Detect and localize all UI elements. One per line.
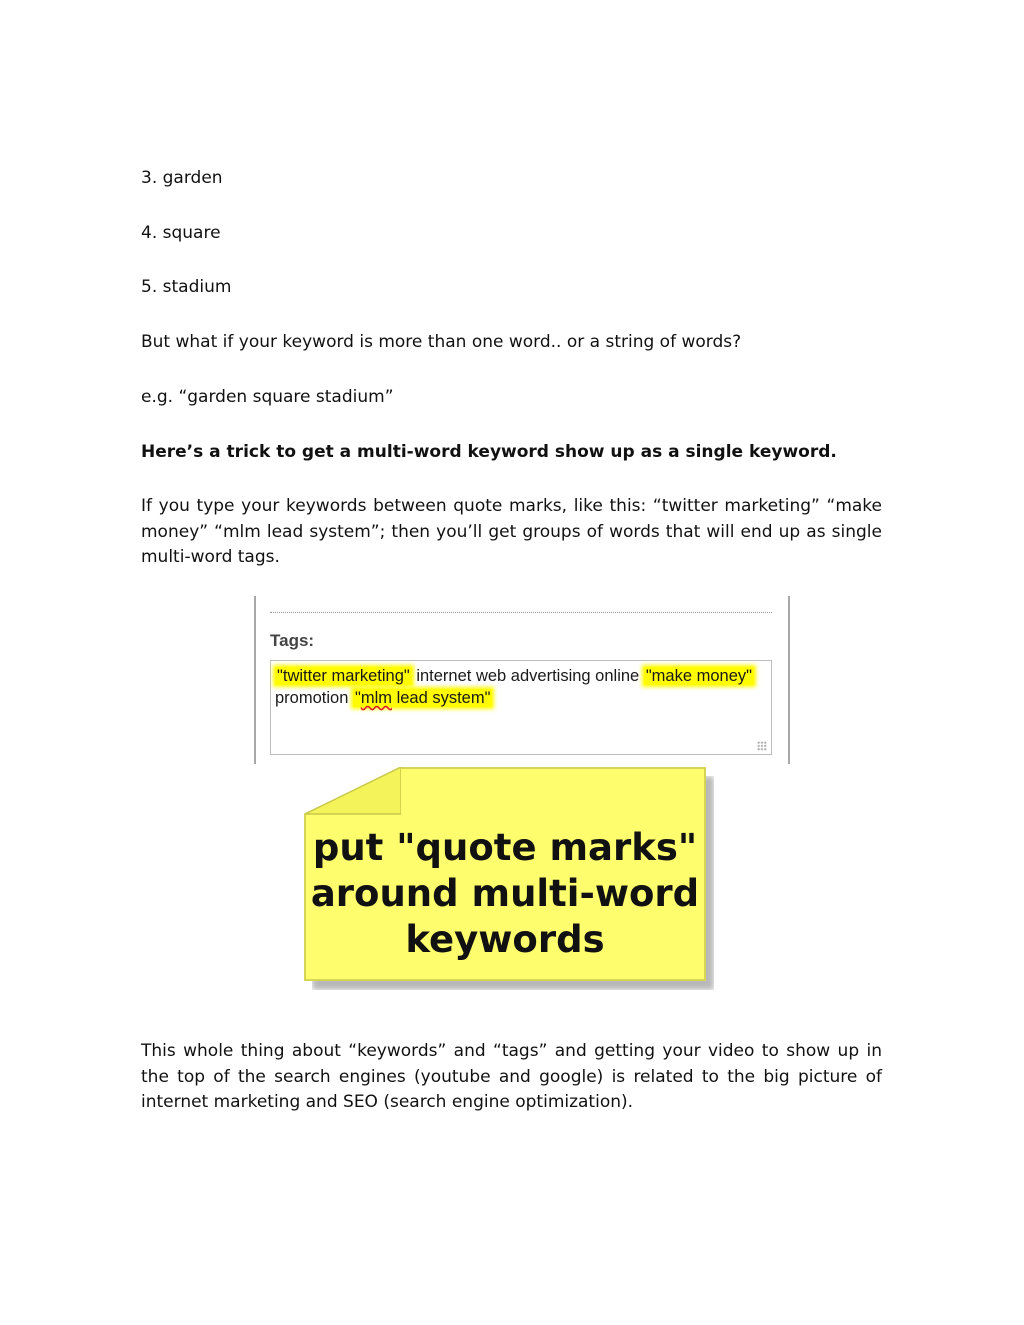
- highlight-mlm-lead-system: [353, 689, 493, 707]
- quote-open: ": [354, 689, 361, 707]
- list-item-garden: 3. garden: [141, 168, 223, 188]
- example-paragraph: e.g. “garden square stadium”: [141, 387, 394, 407]
- list-item-stadium: 5. stadium: [141, 277, 232, 297]
- quote-marks-paragraph: If you type your keywords between quote marks, like this: “twitter marketing” “make money” “mlm lead system”; then you’ll get groups of words that will end up as single multi-word tags.: [141, 496, 882, 567]
- sticky-note-line-1: put "quote marks": [312, 826, 698, 869]
- tags-value: [275, 665, 765, 709]
- sticky-note-text: [304, 825, 706, 963]
- sticky-note-line-3: keywords: [405, 918, 605, 961]
- closing-paragraph: This whole thing about “keywords” and “tags” and getting your video to show up in the top of the search engines (youtube and google) is related to the big picture of internet marketing and SEO (search engine optimization).: [141, 1041, 882, 1112]
- tags-label: Tags:: [270, 631, 315, 650]
- list-item-square: 4. square: [141, 223, 221, 243]
- plain-keywords: internet web advertising online: [411, 667, 644, 685]
- dotted-divider: [270, 612, 772, 613]
- highlight-make-money: "make money": [645, 667, 752, 685]
- misspelled-mlm: mlm: [360, 689, 392, 707]
- resize-grip-icon: [757, 741, 767, 751]
- highlight-twitter-marketing: "twitter marketing": [277, 667, 410, 685]
- plain-promotion: promotion: [275, 689, 353, 707]
- lead-system-text: lead system": [391, 689, 491, 707]
- folded-corner-icon: [304, 767, 401, 815]
- trick-heading: Here’s a trick to get a multi-word keyword show up as a single keyword.: [141, 442, 837, 462]
- tags-screenshot: [254, 596, 790, 764]
- sticky-note-line-2: around multi-word: [310, 872, 700, 915]
- question-paragraph: But what if your keyword is more than one word.. or a string of words?: [141, 332, 742, 352]
- tags-textarea: [270, 660, 772, 755]
